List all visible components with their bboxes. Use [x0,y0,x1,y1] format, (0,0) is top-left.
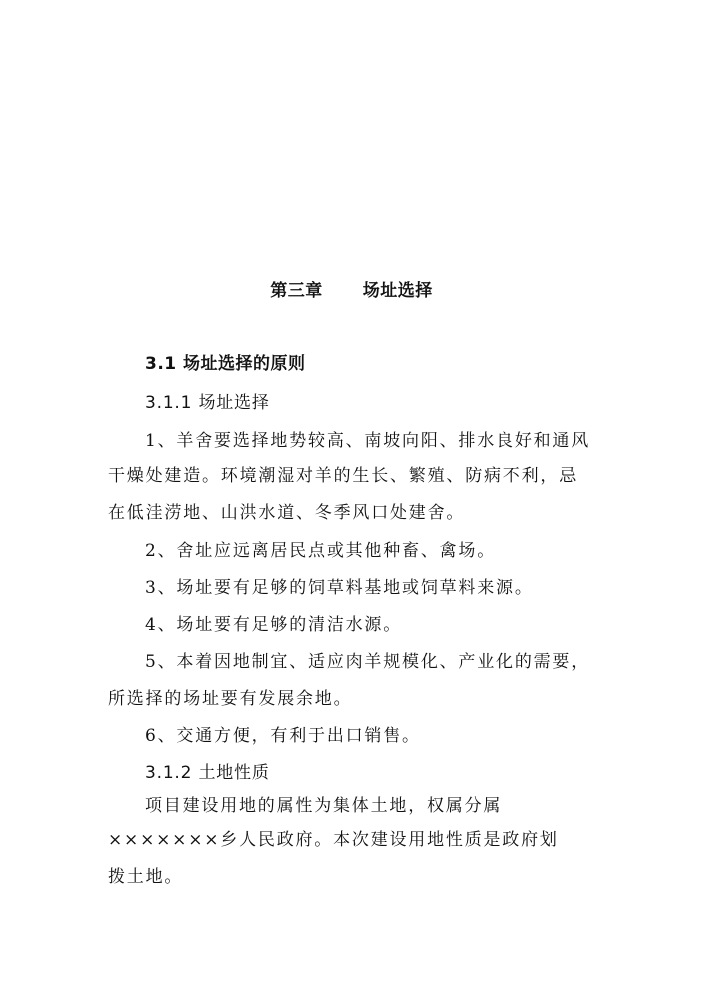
paragraph-line: 所选择的场址要有发展余地。 [108,689,353,709]
paragraph-line: 拨土地。 [108,867,184,887]
chapter-title [0,276,703,301]
chapter-number: 第三章 [270,281,323,301]
paragraph-line: ×××××××乡人民政府。本次建设用地性质是政府划 [108,830,559,850]
chapter-name: 场址选择 [362,281,433,301]
paragraph-line: 2、舍址应远离居民点或其他种畜、禽场。 [145,541,497,561]
subsection-heading-site-selection: 3.1.1 场址选择 [145,393,270,413]
paragraph-line: 4、场址要有足够的清洁水源。 [145,615,403,635]
section-heading: 3.1 场址选择的原则 [145,354,306,374]
paragraph-line: 6、交通方便，有利于出口销售。 [145,726,421,746]
paragraph-line: 干燥处建造。环境潮湿对羊的生长、繁殖、防病不利，忌 [108,466,578,486]
paragraph-line: 3、场址要有足够的饲草料基地或饲草料来源。 [145,578,534,598]
subsection-heading-land-nature: 3.1.2 土地性质 [145,763,270,783]
paragraph-line: 1、羊舍要选择地势较高、南坡向阳、排水良好和通风 [145,431,591,451]
paragraph-line: 在低洼涝地、山洪水道、冬季风口处建舍。 [108,503,466,523]
paragraph-line: 5、本着因地制宜、适应肉羊规模化、产业化的需要， [145,652,591,672]
paragraph-line: 项目建设用地的属性为集体土地，权属分属 [145,796,503,816]
